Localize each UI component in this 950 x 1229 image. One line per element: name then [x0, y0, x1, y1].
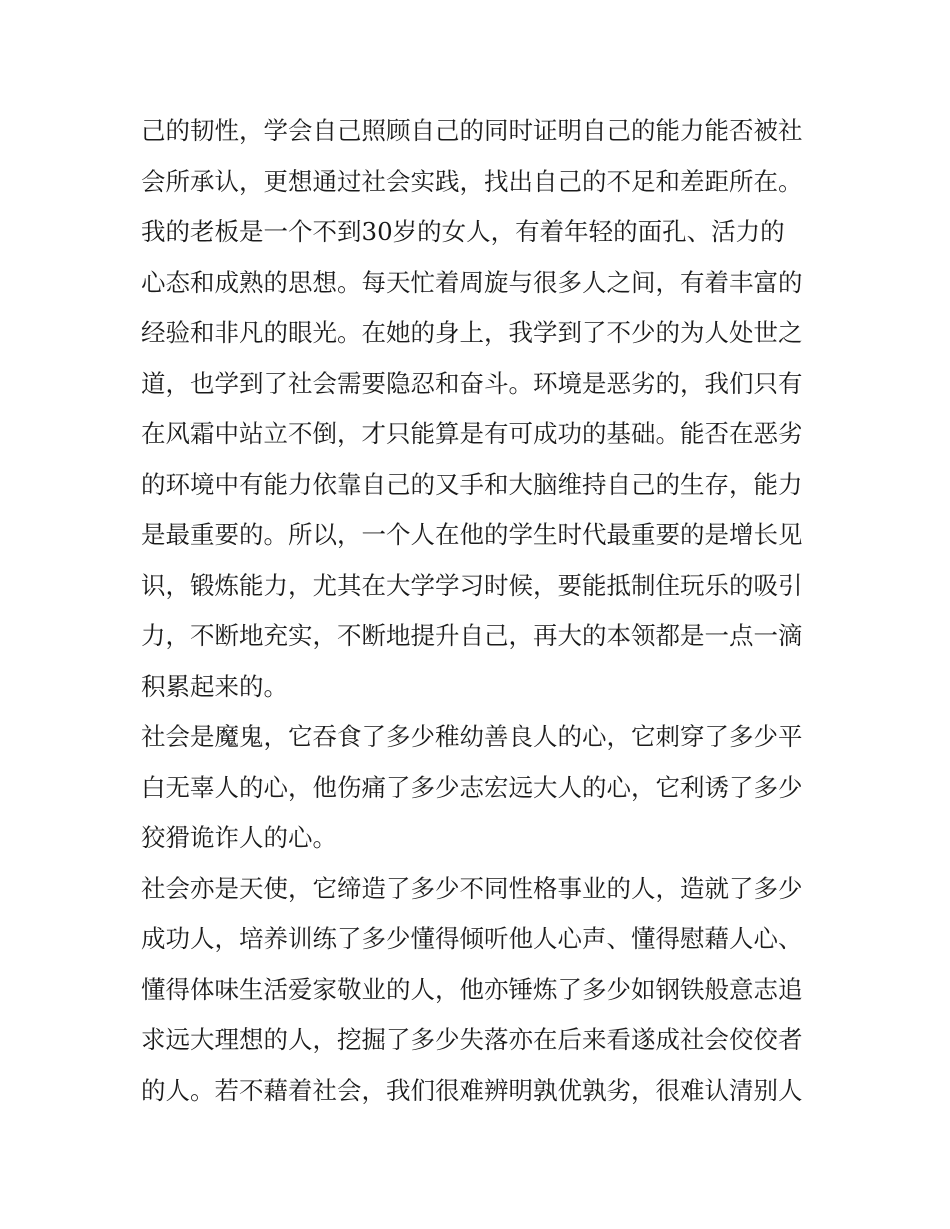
text-line: 积累起来的。: [141, 671, 288, 701]
text-line: 社会是魔鬼，它吞食了多少稚幼善良人的心，它刺穿了多少平: [141, 722, 803, 751]
document-body: [141, 106, 811, 1116]
text-line: 识，锻炼能力，尤其在大学学习时候，要能抵制住玩乐的吸引: [141, 570, 803, 600]
text-line: 白无辜人的心，他伤痛了多少志宏远大人的心，它利诱了多少: [141, 772, 803, 802]
text-line: 会所承认，更想通过社会实践，找出自己的不足和差距所在。: [141, 166, 803, 196]
text-line: 己的韧性，学会自己照顾自己的同时证明自己的能力能否被社: [141, 116, 803, 145]
text-line: 的环境中有能力依靠自己的又手和大脑维持自己的生存，能力: [141, 469, 803, 499]
text-line: 成功人，培养训练了多少懂得倾听他人心声、懂得慰藉人心、: [141, 924, 803, 953]
text-line: 社会亦是天使，它缔造了多少不同性格事业的人，造就了多少: [141, 873, 803, 903]
text-line: 在风霜中站立不倒，才只能算是有可成功的基础。能否在恶劣: [141, 419, 803, 448]
text-line: 是最重要的。所以，一个人在他的学生时代最重要的是增长见: [141, 520, 803, 549]
text-line: 经验和非凡的眼光。在她的身上，我学到了不少的为人处世之: [141, 318, 803, 347]
text-line: 的人。若不藉着社会，我们很难辨明孰优孰劣，很难认清别人: [141, 1075, 803, 1105]
text-line: 道，也学到了社会需要隐忍和奋斗。环境是恶劣的，我们只有: [141, 368, 803, 398]
text-line: 狡猾诡诈人的心。: [141, 823, 337, 852]
text-line: 力，不断地充实，不断地提升自己，再大的本领都是一点一滴: [141, 621, 803, 650]
text-line: 我的老板是一个不到30岁的女人，有着年轻的面孔、活力的: [141, 217, 785, 246]
text-line: 懂得体味生活爱家敬业的人，他亦锤炼了多少如钢铁般意志追: [141, 974, 803, 1004]
text-line: 心态和成熟的思想。每天忙着周旋与很多人之间，有着丰富的: [141, 267, 803, 297]
text-line: 求远大理想的人，挖掘了多少失落亦在后来看遂成社会佼佼者: [141, 1025, 803, 1054]
